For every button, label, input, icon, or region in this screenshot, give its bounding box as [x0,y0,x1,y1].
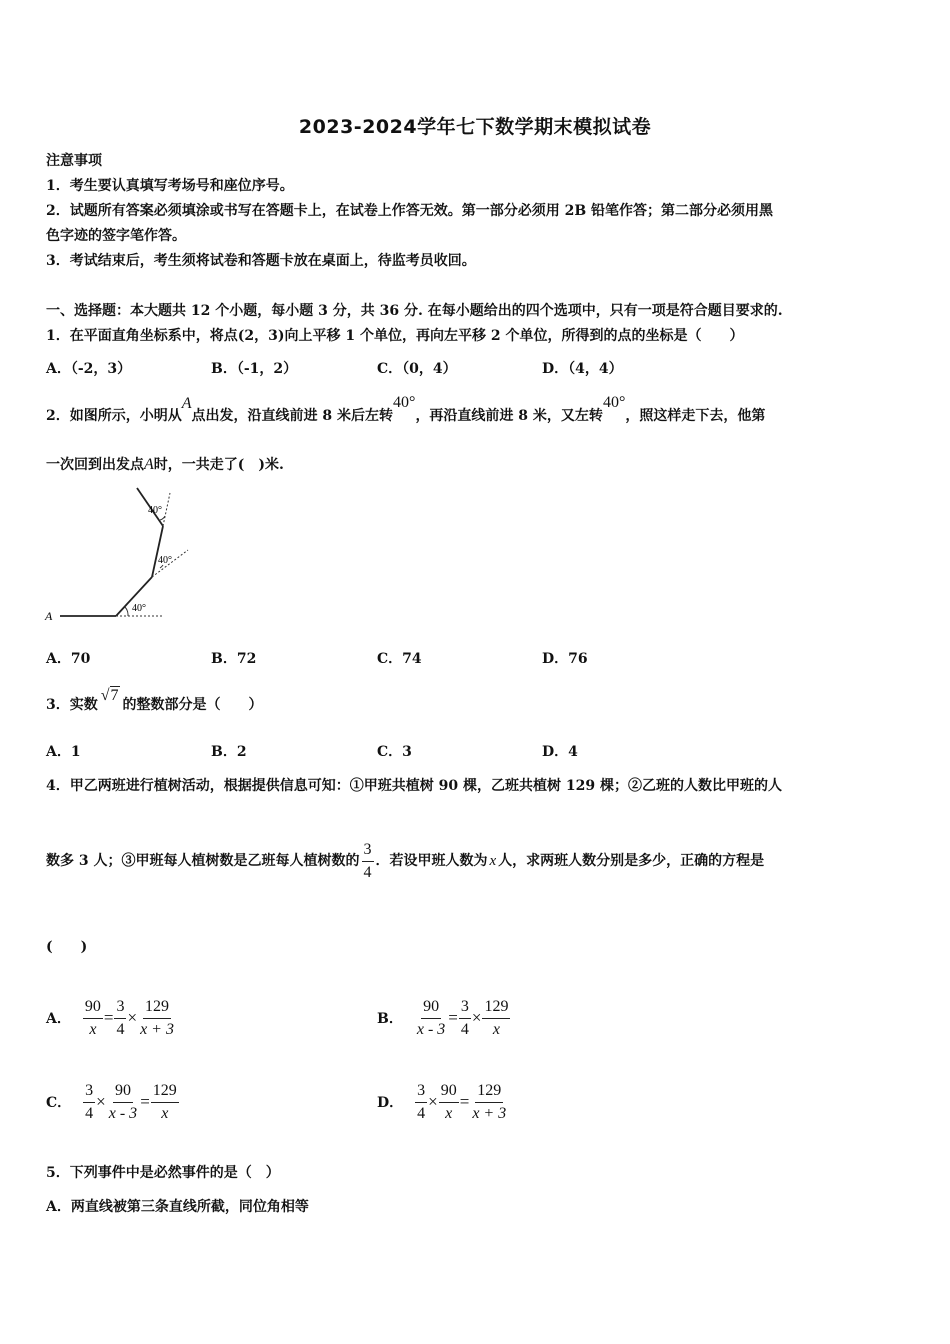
question-3-option-a: A．1 [46,744,81,760]
fraction [415,998,447,1039]
denominator: 4 [417,1104,426,1122]
question-1-option-a: A．（-2，3） [46,361,132,377]
stem-text: 点出发，沿直线前进 8 米后左转 [191,408,394,424]
denominator: x + 3 [140,1020,174,1038]
question-4-option-a [46,994,176,1042]
denominator: x [161,1104,169,1122]
option-label: B． [377,1011,403,1027]
question-4-option-b [377,994,510,1042]
stem-text: 时，一共走了( )米. [153,457,284,473]
denominator: 4 [85,1104,94,1122]
figure-label-a: A [45,609,53,623]
numerator: 90 [439,1082,459,1103]
question-1-option-c: C．（0，4） [377,361,457,377]
denominator: 4 [460,1020,469,1038]
numerator: 3 [114,998,126,1019]
stem-text: ，再沿直线前进 8 米，又左转 [415,408,603,424]
figure-angle-bottom: 40° [132,603,146,614]
equals-sign: = [140,1092,150,1111]
notice-item: 2．试题所有答案必须填涂或书写在答题卡上，在试卷上作答无效。第一部分必须用 2B 铅笔作答；第二部分必须用黑 [46,203,774,219]
denominator: x - 3 [416,1020,446,1038]
question-1-stem: 1．在平面直角坐标系中，将点(2，3)向上平移 1 个单位，再向左平移 2 个单位，所得到的点的坐标是（ ） [46,328,744,344]
fraction [151,1082,179,1123]
point-a-label: A [181,395,192,412]
numerator: 129 [151,1082,179,1103]
question-2-stem-line2 [46,455,284,475]
stem-text: 人，求两班人数分别是多少，正确的方程是 [498,853,765,869]
point-a-label: A [144,456,154,473]
question-4-option-d [377,1078,508,1126]
angle-label: 40° [393,394,416,411]
sqrt-expression [101,687,120,704]
option-label: D． [377,1095,404,1111]
notice-heading: 注意事项 [46,153,102,169]
option-label: C． [46,1095,72,1111]
fraction [138,998,176,1039]
equals-sign: = [448,1008,458,1027]
question-5-stem: 5．下列事件中是必然事件的是（ ） [46,1165,280,1181]
denominator: x + 3 [472,1104,507,1122]
question-3-stem [46,687,263,715]
stem-text: 3．实数 [46,697,98,713]
radical-sign: √ [100,687,110,704]
fraction [83,998,103,1039]
stem-text: 一次回到出发点 [46,457,144,473]
fraction-three-quarters [362,841,374,882]
question-2-stem [46,394,766,426]
fraction [459,998,471,1039]
extension-line [163,493,170,526]
fraction [114,998,126,1039]
numerator: 3 [83,1082,95,1103]
option-label: A． [46,1011,71,1027]
angle-arc [125,607,128,616]
numerator: 3 [459,998,471,1019]
numerator: 90 [421,998,441,1019]
figure-angle-mid: 40° [158,555,172,566]
question-1-option-b: B．（-1，2） [211,361,298,377]
numerator: 129 [143,998,171,1019]
variable-x: x [489,853,497,869]
question-2-option-d: D．76 [542,651,588,667]
figure-angle-top: 40° [148,505,162,516]
denominator: x [445,1104,453,1122]
numerator: 129 [482,998,510,1019]
question-3-option-d: D．4 [542,744,578,760]
times-sign: × [428,1092,438,1111]
section-heading: 一、选择题：本大题共 12 个小题，每小题 3 分，共 36 分. 在每小题给出的四个选项中，只有一项是符合题目要求的. [46,303,783,319]
denominator: x [492,1020,501,1038]
radicand: 7 [110,687,119,704]
fraction [107,1082,139,1123]
numerator: 129 [475,1082,503,1103]
question-4-stem-line1: 4．甲乙两班进行植树活动，根据提供信息可知：①甲班共植树 90 棵，乙班共植树 129 棵；②乙班的人数比甲班的人 [46,778,782,794]
equals-sign: = [459,1092,470,1111]
times-sign: × [471,1008,482,1027]
stem-text: 的整数部分是（ ） [122,697,263,713]
notice-item: 1．考生要认真填写考场号和座位序号。 [46,178,294,194]
denominator: x [89,1020,97,1038]
question-3-option-b: B．2 [211,744,247,760]
question-2-option-c: C．74 [377,651,422,667]
question-4-option-c [46,1078,179,1126]
times-sign: × [127,1008,138,1027]
denominator: 4 [363,863,372,881]
stem-text: ，照这样走下去，他第 [625,408,766,424]
fraction [439,1082,459,1123]
question-2-option-b: B．72 [211,651,257,667]
numerator: 3 [415,1082,427,1103]
stem-text: 2．如图所示，小明从 [46,408,182,424]
path-figure [40,485,200,625]
angle-label: 40° [602,394,626,411]
question-4-stem-line2 [46,838,764,884]
numerator: 90 [83,998,103,1019]
fraction [83,1082,95,1123]
equals-sign: = [103,1008,114,1027]
question-4-answer-paren: ( ) [46,939,88,955]
notice-item: 色字迹的签字笔作答。 [46,228,186,244]
fraction [470,1082,508,1123]
stem-text: ．若设甲班人数为 [375,853,488,869]
page-title: 2023-2024学年七下数学期末模拟试卷 [298,116,652,138]
stem-text: 数多 3 人；③甲班每人植树数是乙班每人植树数的 [46,853,360,869]
segment [152,526,163,577]
denominator: x - 3 [108,1104,138,1122]
question-5-option-a: A．两直线被第三条直线所截，同位角相等 [46,1199,309,1215]
question-3-option-c: C．3 [377,744,412,760]
numerator: 3 [362,841,374,862]
times-sign: × [96,1092,106,1111]
numerator: 90 [113,1082,133,1103]
denominator: 4 [116,1020,125,1038]
notice-item: 3．考试结束后，考生须将试卷和答题卡放在桌面上，待监考员收回。 [46,253,476,269]
fraction [415,1082,427,1123]
fraction [482,998,510,1039]
question-2-option-a: A．70 [46,651,91,667]
question-1-option-d: D．（4，4） [542,361,623,377]
